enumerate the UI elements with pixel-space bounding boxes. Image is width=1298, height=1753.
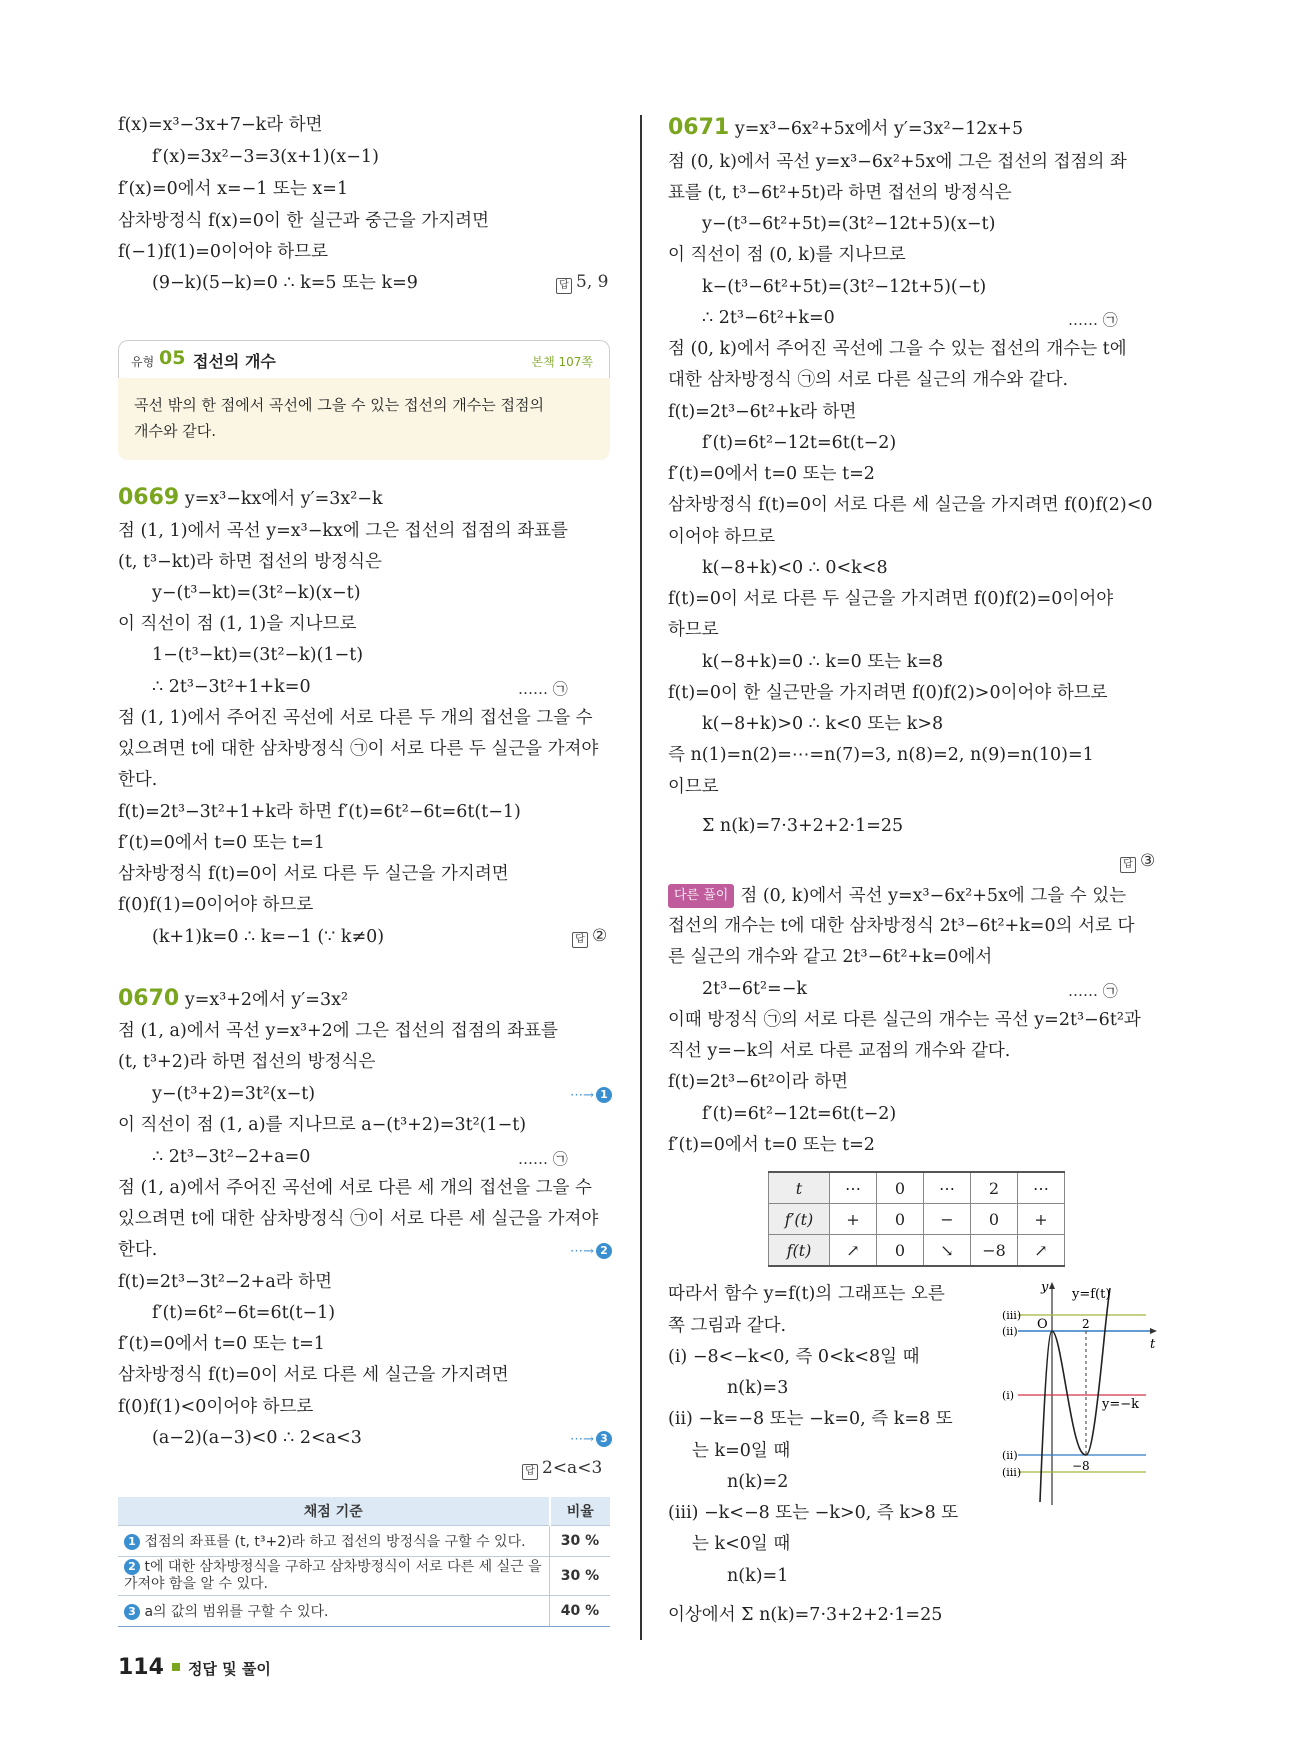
text-line: 점 (0, k)에서 곡선 y=x³−6x²+5x에 그은 접선의 접점의 좌 [668,152,1127,172]
type-number: 05 [159,347,186,369]
text-line: (t, t³+2)라 하면 접선의 방정식은 [118,1052,376,1072]
text-line: f(t)=2t³−6t²이라 하면 [668,1072,849,1092]
answer-icon: 답 [522,1464,538,1480]
text-line: 표를 (t, t³−6t²+5t)라 하면 접선의 방정식은 [668,183,1012,203]
variation-table [768,1171,1065,1267]
case-label: (ⅰ) [1002,1389,1015,1402]
answer: 답 ③ [1120,851,1155,873]
answer-icon: 답 [556,278,572,294]
footer-square-icon [172,1663,180,1671]
text-line: 점 (1, 1)에서 곡선 y=x³−kx에 그은 접선의 접점의 좌표를 [118,521,568,541]
step-marker: ⋯→ 3 [570,1429,612,1447]
text-line: f(0)f(1)=0이어야 하므로 [118,895,314,915]
text-line: k(−8+k)>0 ∴ k<0 또는 k>8 [702,714,944,734]
text-line: 삼차방정식 f(t)=0이 서로 다른 세 실근을 가지려면 f(0)f(2)<0 [668,495,1153,515]
grading-header: 비율 [550,1497,611,1526]
type-box [118,340,610,460]
answer: 답 ② [572,926,607,948]
text-line: (ⅱ) −k=−8 또는 −k=0, 즉 k=8 또 [668,1409,953,1429]
grading-text: a의 값의 범위를 구할 수 있다. [144,1604,329,1620]
answer-icon: 답 [1120,857,1136,873]
text-line: f(−1)f(1)=0이어야 하므로 [118,242,328,262]
text-line: f(t)=2t³−3t²+1+k라 하면 f′(t)=6t²−6t=6t(t−1) [118,802,521,822]
table-row: f(t) ↗ 0 ↘ −8 ↗ [769,1235,1065,1267]
case-label: (ⅱ) [1002,1325,1018,1338]
text-line: 쪽 그림과 같다. [668,1316,787,1336]
text-line: 삼차방정식 f(x)=0이 한 실근과 중근을 가지려면 [118,211,489,231]
grading-text: t에 대한 삼차방정식을 구하고 삼차방정식이 서로 다른 세 실근 을 가져야 함을 알 수 있다. [124,1559,542,1592]
text-line: 삼차방정식 f(t)=0이 서로 다른 두 실근을 가지려면 [118,864,509,884]
text-line: 이때 방정식 ㉠의 서로 다른 실근의 개수는 곡선 y=2t³−6t²과 [668,1010,1141,1030]
text-line: 따라서 함수 y=f(t)의 그래프는 오른 [668,1284,945,1304]
case-label: (ⅱ) [1002,1449,1018,1462]
text-line: 있으려면 t에 대한 삼차방정식 ㉠이 서로 다른 세 실근을 가져야 [118,1209,599,1229]
type-body-line: 곡선 밖의 한 점에서 곡선에 그을 수 있는 접선의 개수는 접점의 [134,396,544,414]
text-line: f(t)=0이 서로 다른 두 실근을 가지려면 f(0)f(2)=0이어야 [668,589,1114,609]
text-line: 대한 삼차방정식 ㉠의 서로 다른 실근의 개수와 같다. [668,370,1069,390]
text-line: f(t)=0이 한 실근만을 가지려면 f(0)f(2)>0이어야 하므로 [668,683,1108,703]
y-label: y [1041,1280,1049,1295]
text-line: f′(t)=6t²−12t=6t(t−2) [702,1104,897,1124]
equation-mark: …… ㉠ [518,680,568,698]
text-line: ∴ 2t³−3t²−2+a=0 [152,1147,311,1167]
text-line: y−(t³−6t²+5t)=(3t²−12t+5)(x−t) [702,214,996,234]
tick-neg8: −8 [1072,1459,1090,1473]
text-line: k(−8+k)<0 ∴ 0<k<8 [702,558,888,578]
problem-0669-head: 0669 y=x³−kx에서 y′=3x²−k [118,485,383,510]
text-line: ∴ 2t³−6t²+k=0 [702,308,835,328]
text-line: 점 (1, a)에서 곡선 y=x³+2에 그은 접선의 접점의 좌표를 [118,1021,558,1041]
text-line: 접선의 개수는 t에 대한 삼차방정식 2t³−6t²+k=0의 서로 다 [668,916,1135,936]
step-marker: ⋯→ 1 [570,1085,612,1103]
table-row [118,1557,610,1596]
step-icon: 1 [124,1534,140,1550]
text-line: f(0)f(1)<0이어야 하므로 [118,1397,314,1417]
text-line: f′(t)=0에서 t=0 또는 t=1 [118,1334,325,1354]
text-line: f(x)=x³−3x+7−k라 하면 [118,115,323,135]
text-line: 점 (1, a)에서 주어진 곡선에 서로 다른 세 개의 접선을 그을 수 [118,1178,592,1198]
text-line: 한다. [118,1240,158,1260]
equation-mark: …… ㉠ [1068,982,1118,1000]
type-title: 접선의 개수 [193,352,276,371]
cubic-graph [1000,1280,1160,1510]
text-line: n(k)=1 [727,1566,789,1586]
grading-pct: 30 % [550,1557,611,1596]
text-line: n(k)=3 [727,1378,789,1398]
case-label: (ⅲ) [1002,1309,1022,1322]
alt-badge: 다른 풀이 [668,884,734,908]
problem-0671-head: 0671 y=x³−6x²+5x에서 y′=3x²−12x+5 [668,115,1024,140]
table-row [118,1596,610,1627]
text-line: f(t)=2t³−3t²−2+a라 하면 [118,1272,333,1292]
column-divider [640,115,642,1640]
text-line: k(−8+k)=0 ∴ k=0 또는 k=8 [702,652,944,672]
text-line: 는 k<0일 때 [692,1534,791,1554]
text-line: (t, t³−kt)라 하면 접선의 방정식은 [118,552,382,572]
answer-icon: 답 [572,932,588,948]
type-body-line: 개수와 같다. [134,422,216,440]
text-line: 점 (0, k)에서 주어진 곡선에 그을 수 있는 접선의 개수는 t에 [668,339,1127,359]
t-axis-arrow-icon [1150,1328,1157,1334]
text-line: 즉 n(1)=n(2)=⋯=n(7)=3, n(8)=2, n(9)=n(10)=1 [668,745,1094,765]
type-header [118,340,610,379]
equation-mark: …… ㉠ [1068,311,1118,329]
grading-text: 접점의 좌표를 (t, t³+2)라 하고 접선의 방정식을 구할 수 있다. [144,1534,526,1550]
text-line: f′(t)=0에서 t=0 또는 t=1 [118,833,325,853]
table-row [118,1526,610,1557]
text-line: 2t³−6t²=−k [702,979,807,999]
text-line: f′(x)=0에서 x=−1 또는 x=1 [118,179,349,199]
case-label: (ⅲ) [1002,1466,1022,1479]
y-axis-arrow-icon [1049,1282,1055,1289]
table-row: t ⋯ 0 ⋯ 2 ⋯ [769,1172,1065,1204]
text-line: 있으려면 t에 대한 삼차방정식 ㉠이 서로 다른 두 실근을 가져야 [118,739,599,759]
sum-line: 이상에서 Σ n(k)=7·3+2+2·1=25 [668,1605,943,1625]
t-label: t [1150,1337,1156,1352]
answer: 답 2<a<3 [522,1458,602,1480]
grading-pct: 30 % [550,1526,611,1557]
text-line: ∴ 2t³−3t²+1+k=0 [152,677,311,697]
footer-title: 정답 및 풀이 [187,1660,271,1678]
text-line: 이 직선이 점 (0, k)를 지나므로 [668,245,906,265]
type-body [118,378,610,460]
text-line: 하므로 [668,620,719,640]
origin-label: O [1037,1317,1048,1332]
text-line: 1−(t³−kt)=(3t²−k)(1−t) [152,645,364,665]
text-line: (a−2)(a−3)<0 ∴ 2<a<3 [152,1428,362,1448]
text-line: 이므로 [668,777,719,797]
line-label: y=−k [1102,1397,1140,1412]
text-line: f′(x)=3x²−3=3(x+1)(x−1) [152,147,379,167]
answer: 답 5, 9 [556,272,608,294]
grading-table [118,1497,610,1627]
curve-label: y=f(t) [1072,1287,1111,1302]
text-line: 는 k=0일 때 [692,1441,791,1461]
text-line: f(t)=2t³−6t²+k라 하면 [668,402,857,422]
step-marker: ⋯→ 2 [570,1241,612,1259]
step-icon: 2 [124,1559,140,1575]
text-line: (ⅲ) −k<−8 또는 −k>0, 즉 k>8 또 [668,1503,959,1523]
grading-pct: 40 % [550,1596,611,1627]
text-line: (9−k)(5−k)=0 ∴ k=5 또는 k=9 [152,273,418,293]
text-line: f′(t)=0에서 t=0 또는 t=2 [668,464,875,484]
text-line: 른 실근의 개수와 같고 2t³−6t²+k=0에서 [668,947,993,967]
page-number: 114 [118,1655,164,1680]
equation-mark: …… ㉠ [518,1150,568,1168]
text-line: (k+1)k=0 ∴ k=−1 (∵ k≠0) [152,927,385,947]
text-line: 삼차방정식 f(t)=0이 서로 다른 세 실근을 가지려면 [118,1365,509,1385]
type-label: 유형 [131,355,155,369]
text-line: k−(t³−6t²+5t)=(3t²−12t+5)(−t) [702,277,987,297]
grading-header: 채점 기준 [118,1497,550,1526]
step-icon: 3 [124,1604,140,1620]
sum-line: Σ n(k)=7·3+2+2·1=25 [702,816,904,836]
text-line: f′(t)=0에서 t=0 또는 t=2 [668,1135,875,1155]
text-line: 이 직선이 점 (1, a)를 지나므로 a−(t³+2)=3t²(1−t) [118,1115,527,1135]
text-line: f′(t)=6t²−6t=6t(t−1) [152,1303,336,1323]
text-line: (ⅰ) −8<−k<0, 즉 0<k<8일 때 [668,1347,920,1367]
problem-0670-head: 0670 y=x³+2에서 y′=3x² [118,986,348,1011]
text-line: 이 직선이 점 (1, 1)을 지나므로 [118,614,357,634]
tick-two: 2 [1082,1317,1090,1331]
alt-solution-line: 다른 풀이 점 (0, k)에서 곡선 y=x³−6x²+5x에 그을 수 있는 [668,884,1126,908]
text-line: 점 (1, 1)에서 주어진 곡선에 서로 다른 두 개의 접선을 그을 수 [118,708,593,728]
text-line: 직선 y=−k의 서로 다른 교점의 개수와 같다. [668,1041,1011,1061]
text-line: y−(t³−kt)=(3t²−k)(x−t) [152,583,361,603]
text-line: 한다. [118,770,158,790]
text-line: y−(t³+2)=3t²(x−t) [152,1084,316,1104]
page-footer [118,1655,271,1680]
table-row: f′(t) + 0 − 0 + [769,1204,1065,1235]
type-ref: 본책 107쪽 [531,355,593,369]
text-line: 이어야 하므로 [668,527,775,547]
text-line: n(k)=2 [727,1472,789,1492]
text-line: f′(t)=6t²−12t=6t(t−2) [702,433,897,453]
